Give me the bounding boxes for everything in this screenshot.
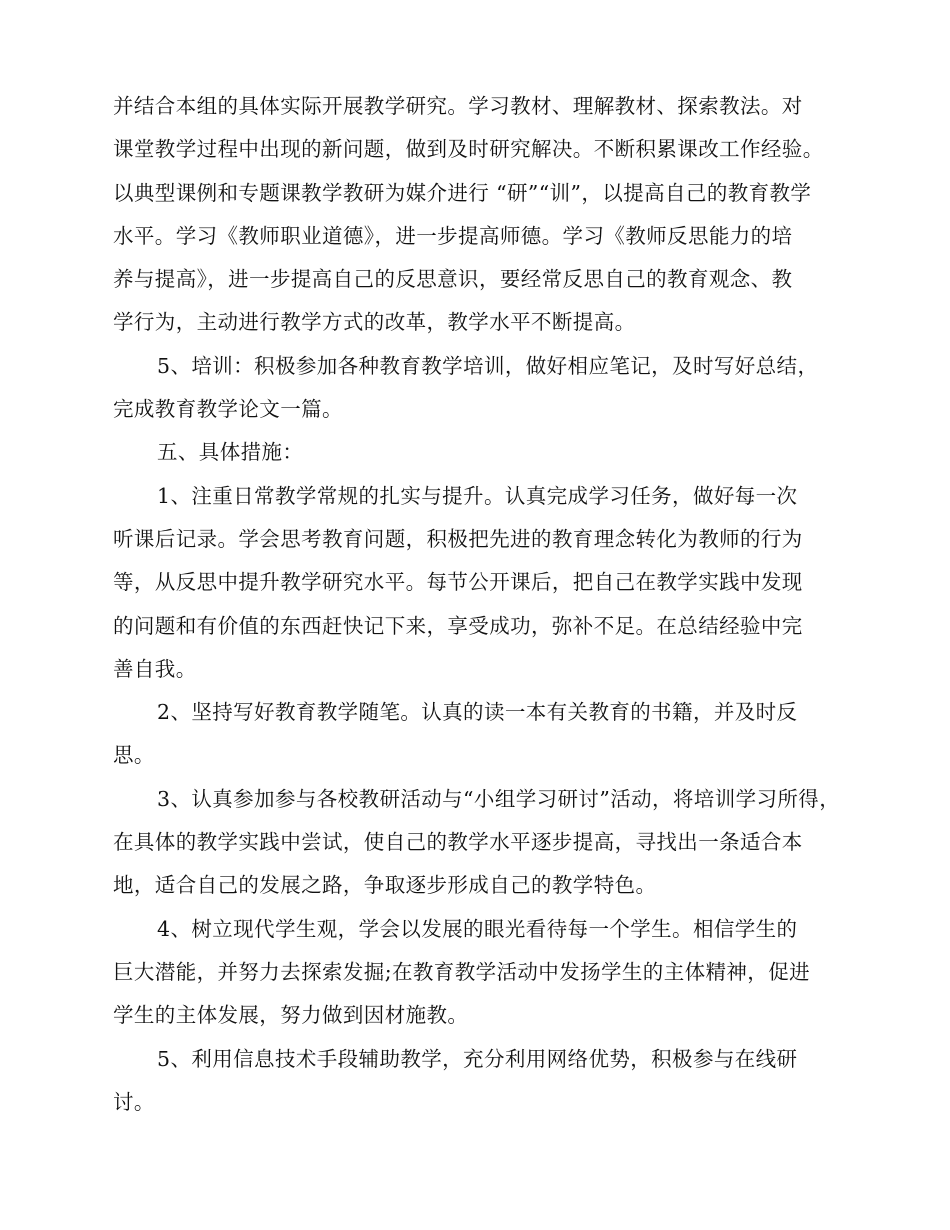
- text-line: 水平。学习《教师职业道德》，进一步提高师德。学习《教师反思能力的培: [113, 223, 793, 248]
- document-body: [113, 85, 858, 1124]
- paragraph-first-line: 3、认真参加参与各校教研活动与“小组学习研讨”活动，将培训学习所得，: [157, 786, 841, 811]
- text-line: 等，从反思中提升教学研究水平。每节公开课后，把自己在教学实践中发现: [113, 570, 803, 595]
- text-line: 善自我。: [113, 656, 197, 681]
- text-line: 思。: [113, 743, 155, 768]
- text-line: 养与提高》，进一步提高自己的反思意识，要经常反思自己的教育观念、教: [113, 267, 793, 292]
- text-line: 的问题和有价值的东西赶快记下来，享受成功，弥补不足。在总结经验中完: [113, 613, 803, 638]
- text-line: 巨大潜能，并努力去探索发掘;在教育教学活动中发扬学生的主体精神，促进: [113, 959, 811, 984]
- paragraph-first-line: 2、坚持写好教育教学随笔。认真的读一本有关教育的书籍，并及时反: [157, 700, 798, 725]
- text-line: 讨。: [113, 1089, 155, 1114]
- text-line: 在具体的教学实践中尝试，使自己的教学水平逐步提高，寻找出一条适合本: [113, 830, 803, 855]
- paragraph-first-line: 1、注重日常教学常规的扎实与提升。认真完成学习任务，做好每一次: [157, 483, 798, 508]
- text-line: 课堂教学过程中出现的新问题，做到及时研究解决。不断积累课改工作经验。: [113, 137, 824, 162]
- text-line: 并结合本组的具体实际开展教学研究。学习教材、理解教材、探索教法。对: [113, 94, 803, 118]
- paragraph-first-line: 5、利用信息技术手段辅助教学，充分利用网络优势，积极参与在线研: [157, 1046, 798, 1071]
- text-line: 听课后记录。学会思考教育问题，积极把先进的教育理念转化为教师的行为: [113, 526, 803, 551]
- text-line: 地，适合自己的发展之路，争取逐步形成自己的教学特色。: [113, 873, 657, 898]
- paragraph-first-line: 4、树立现代学生观，学会以发展的眼光看待每一个学生。相信学生的: [157, 916, 798, 941]
- text-line: 以典型课例和专题课教学教研为媒介进行 “研”“训”，以提高自己的教育教学: [113, 180, 812, 205]
- paragraph-first-line: 5、培训：积极参加各种教育教学培训，做好相应笔记，及时写好总结，: [157, 353, 819, 378]
- text-line: 学生的主体发展，努力做到因材施教。: [113, 1003, 469, 1028]
- paragraph-first-line: 五、具体措施：: [157, 440, 304, 465]
- text-line: 完成教育教学论文一篇。: [113, 397, 343, 422]
- text-line: 学行为，主动进行教学方式的改革，教学水平不断提高。: [113, 310, 636, 335]
